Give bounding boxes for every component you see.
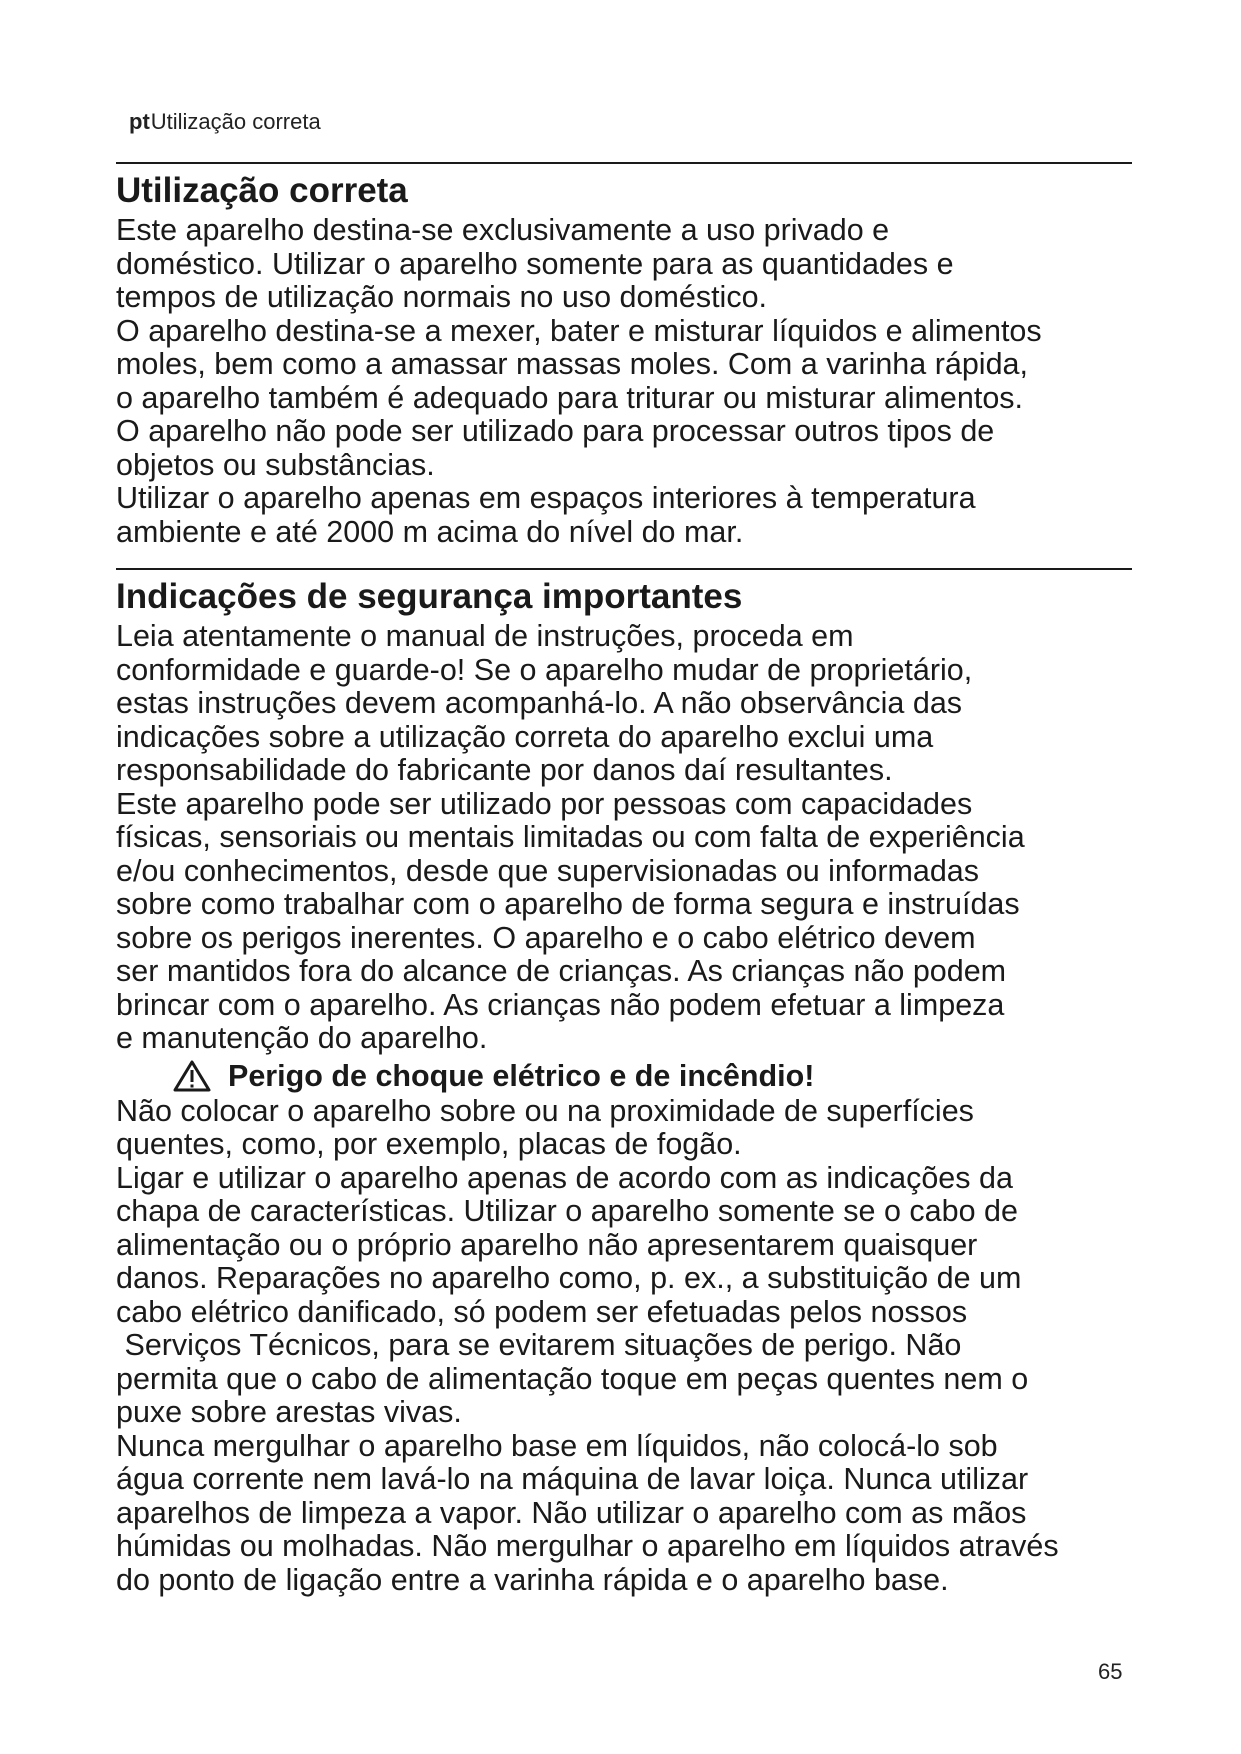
body-line: Ligar e utilizar o aparelho apenas de acordo com as indicações da <box>116 1160 1013 1195</box>
body-line: quentes, como, por exemplo, placas de fogão. <box>116 1127 742 1161</box>
body-line: ambiente e até 2000 m acima do nível do mar. <box>116 514 744 549</box>
body-line: chapa de características. Utilizar o aparelho somente se o cabo de <box>116 1194 1018 1228</box>
warning-triangle-icon <box>172 1059 212 1093</box>
section-correct-use <box>116 162 1132 549</box>
section-divider <box>116 568 1132 570</box>
running-header-title: Utilização correta <box>150 109 321 134</box>
body-line: brincar com o aparelho. As crianças não podem efetuar a limpeza <box>116 987 1005 1022</box>
body-line: responsabilidade do fabricante por danos daí resultantes. <box>116 753 893 787</box>
body-line: sobre como trabalhar com o aparelho de forma segura e instruídas <box>116 887 1020 921</box>
body-line: indicações sobre a utilização correta do aparelho exclui uma <box>116 719 934 754</box>
body-line: aparelhos de limpeza a vapor. Não utilizar o aparelho com as mãos <box>116 1495 1027 1530</box>
body-line: alimentação ou o próprio aparelho não apresentarem quaisquer <box>116 1227 978 1262</box>
body-line: objetos ou substâncias. <box>116 447 435 482</box>
body-line: e/ou conhecimentos, desde que supervisionadas ou informadas <box>116 853 980 888</box>
body-line: tempos de utilização normais no uso doméstico. <box>116 280 767 314</box>
body-line: Nunca mergulhar o aparelho base em líquidos, não colocá-lo sob <box>116 1428 998 1463</box>
body-line: e manutenção do aparelho. <box>116 1021 488 1055</box>
language-tag: pt <box>129 109 150 134</box>
warning-heading <box>116 1058 1132 1094</box>
body-line: Não colocar o aparelho sobre ou na proximidade de superfícies <box>116 1093 974 1128</box>
body-line: danos. Reparações no aparelho como, p. ex., a substituição de um <box>116 1261 1022 1295</box>
body-line: doméstico. Utilizar o aparelho somente para as quantidades e <box>116 246 954 281</box>
section-safety <box>116 568 1132 1597</box>
body-line: água corrente nem lavá-lo na máquina de lavar loiça. Nunca utilizar <box>116 1462 1029 1496</box>
section-body <box>116 214 1132 549</box>
page-number: 65 <box>1098 1659 1123 1684</box>
body-line: ser mantidos fora do alcance de crianças. As crianças não podem <box>116 954 1007 988</box>
body-line: Leia atentamente o manual de instruções, proceda em <box>116 619 854 653</box>
section-title: Utilização correta <box>116 171 408 210</box>
section-divider <box>116 162 1132 164</box>
body-line: o aparelho também é adequado para triturar ou misturar alimentos. <box>116 380 1024 415</box>
body-line: O aparelho destina-se a mexer, bater e misturar líquidos e alimentos <box>116 313 1042 348</box>
body-line: do ponto de ligação entre a varinha rápida e o aparelho base. <box>116 1562 949 1597</box>
body-line: cabo elétrico danificado, só podem ser efetuadas pelos nossos <box>116 1294 968 1329</box>
body-line: permita que o cabo de alimentação toque em peças quentes nem o <box>116 1361 1029 1396</box>
body-line: puxe sobre arestas vivas. <box>116 1395 462 1429</box>
body-line: físicas, sensoriais ou mentais limitadas ou com falta de experiência <box>116 820 1025 854</box>
body-line: Este aparelho pode ser utilizado por pessoas com capacidades <box>116 786 973 821</box>
body-line: O aparelho não pode ser utilizado para processar outros tipos de <box>116 414 995 448</box>
section-title: Indicações de segurança importantes <box>116 577 743 616</box>
warning-body <box>116 1095 1132 1598</box>
body-line: estas instruções devem acompanhá-lo. A não observância das <box>116 686 963 720</box>
body-line: conformidade e guarde-o! Se o aparelho mudar de proprietário, <box>116 652 973 687</box>
body-line: Este aparelho destina-se exclusivamente a uso privado e <box>116 213 890 247</box>
section-body <box>116 620 1132 1056</box>
warning-title: Perigo de choque elétrico e de incêndio! <box>228 1058 815 1093</box>
body-line: sobre os perigos inerentes. O aparelho e o cabo elétrico devem <box>116 920 976 955</box>
body-line: Utilizar o aparelho apenas em espaços interiores à temperatura <box>116 481 976 515</box>
running-header <box>129 109 321 135</box>
body-line: moles, bem como a amassar massas moles. Com a varinha rápida, <box>116 347 1028 381</box>
body-line: húmidas ou molhadas. Não mergulhar o aparelho em líquidos através <box>116 1529 1059 1563</box>
body-line: Serviços Técnicos, para se evitarem situações de perigo. Não <box>116 1328 962 1362</box>
